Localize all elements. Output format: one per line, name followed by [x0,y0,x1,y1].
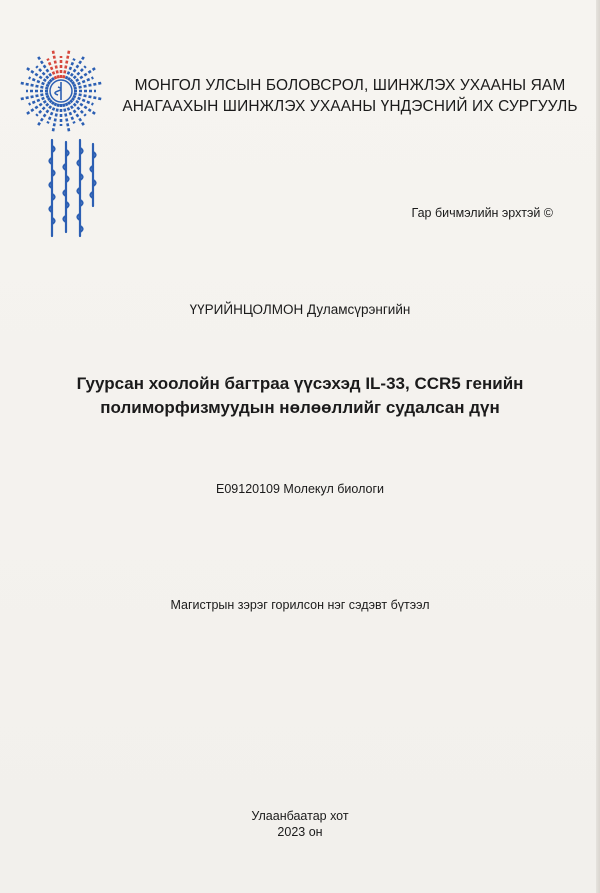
place-and-year [0,808,600,840]
institution-header [120,75,580,117]
specialty-code: E09120109 Молекул биологи [216,482,384,496]
mongolian-script-icon [40,136,100,246]
author-name: ҮҮРИЙНЦОЛМОН Дуламсүрэнгийн [189,302,411,317]
ministry-name: МОНГОЛ УЛСЫН БОЛОВСРОЛ, ШИНЖЛЭХ УХААНЫ ЯАМ [134,77,566,94]
degree-statement: Магистрын зэрэг горилсон нэг сэдэвт бүтээл [170,598,430,612]
year: 2023 он [277,825,323,839]
copyright-notice: Гар бичмэлийн эрхтэй © [411,206,553,220]
university-emblem-icon [20,50,102,132]
city: Улаанбаатар хот [251,809,349,823]
university-name: АНАГААХЫН ШИНЖЛЭХ УХААНЫ ҮНДЭСНИЙ ИХ СУРГУУЛЬ [122,98,578,115]
thesis-title-line-2: полиморфизмуудын нөлөөллийг судалсан дүн [100,398,500,417]
thesis-title [30,372,570,420]
page-edge [596,0,600,893]
thesis-title-line-1: Гуурсан хоолойн багтраа үүсэхэд IL-33, CCR5 генийн [76,374,524,393]
